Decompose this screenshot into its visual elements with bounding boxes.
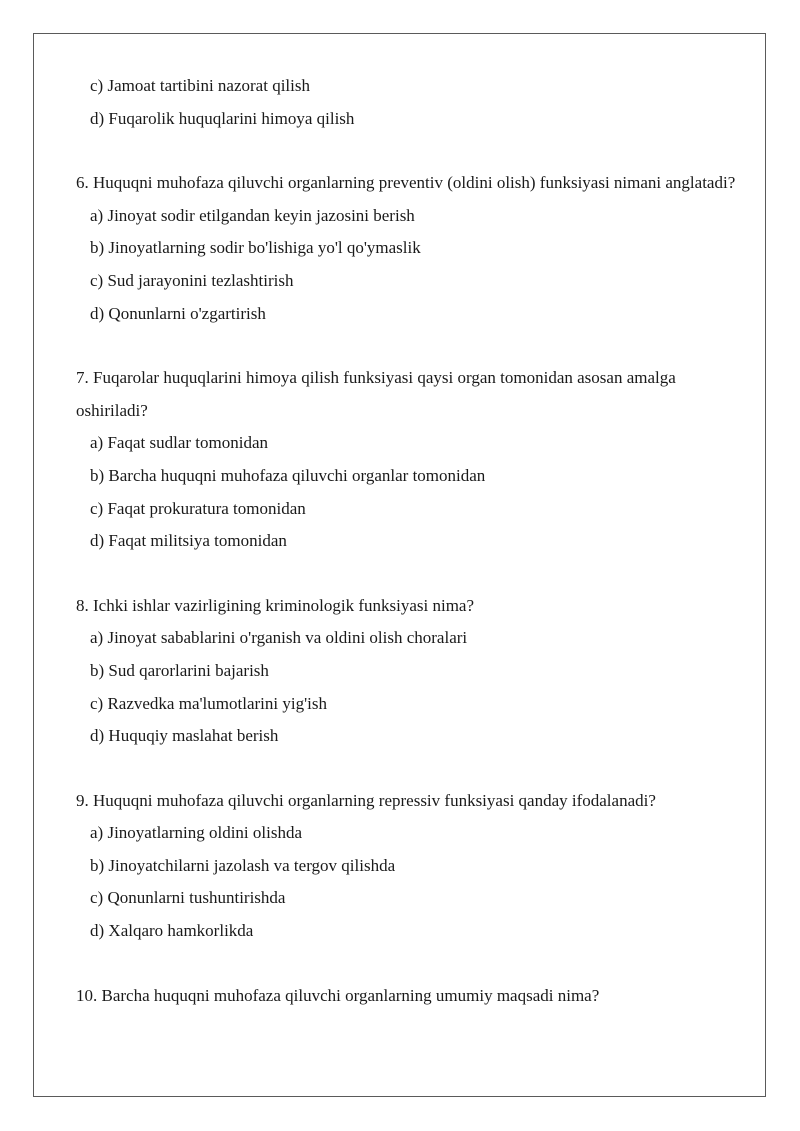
question-text: 8. Ichki ishlar vazirligining kriminologik funksiyasi nima? xyxy=(76,595,475,615)
option-d: d) Xalqaro hamkorlikda xyxy=(90,921,254,941)
option-a: a) Jinoyat sabablarini o'rganish va oldini olish choralari xyxy=(90,628,468,648)
option-c: c) Qonunlarni tushuntirishda xyxy=(90,888,286,908)
question-text: 6. Huquqni muhofaza qiluvchi organlarning preventiv (oldini olish) funksiyasi nimani anglatadi? xyxy=(76,173,736,193)
option-a: a) Jinoyat sodir etilgandan keyin jazosini berish xyxy=(90,205,415,225)
question-block xyxy=(76,980,756,1013)
spacer xyxy=(76,753,756,785)
option-b: b) Barcha huquqni muhofaza qiluvchi organlar tomonidan xyxy=(90,465,486,485)
option-a: a) Jinoyatlarning oldini olishda xyxy=(90,823,302,843)
question-text: 10. Barcha huquqni muhofaza qiluvchi organlarning umumiy maqsadi nima? xyxy=(76,985,600,1005)
option-d: d) Qonunlarni o'zgartirish xyxy=(90,303,266,323)
question-text: 7. Fuqarolar huquqlarini himoya qilish funksiyasi qaysi organ tomonidan asosan amalga oshiriladi? xyxy=(76,368,676,420)
question-block xyxy=(76,167,756,330)
option-b: b) Jinoyatchilarni jazolash va tergov qilishda xyxy=(90,855,396,875)
spacer xyxy=(76,330,756,362)
option-c: c) Jamoat tartibini nazorat qilish xyxy=(90,76,310,95)
option-c: c) Faqat prokuratura tomonidan xyxy=(90,498,306,518)
question-text: 9. Huquqni muhofaza qiluvchi organlarning repressiv funksiyasi qanday ifodalanadi? xyxy=(76,790,656,810)
question-block xyxy=(76,590,756,753)
question-block xyxy=(76,362,756,558)
spacer xyxy=(76,558,756,590)
option-a: a) Faqat sudlar tomonidan xyxy=(90,433,268,453)
option-b: b) Sud qarorlarini bajarish xyxy=(90,660,269,680)
option-d: d) Huquqiy maslahat berish xyxy=(90,726,279,746)
option-d: d) Faqat militsiya tomonidan xyxy=(90,531,287,551)
option-c: c) Sud jarayonini tezlashtirish xyxy=(90,270,294,290)
spacer xyxy=(76,135,756,167)
spacer xyxy=(76,948,756,980)
option-b: b) Jinoyatlarning sodir bo'lishiga yo'l qo'ymaslik xyxy=(90,238,421,258)
question-block xyxy=(76,785,756,948)
option-c: c) Razvedka ma'lumotlarini yig'ish xyxy=(90,693,327,713)
option-d: d) Fuqarolik huquqlarini himoya qilish xyxy=(90,108,355,128)
document-content xyxy=(76,70,756,1012)
